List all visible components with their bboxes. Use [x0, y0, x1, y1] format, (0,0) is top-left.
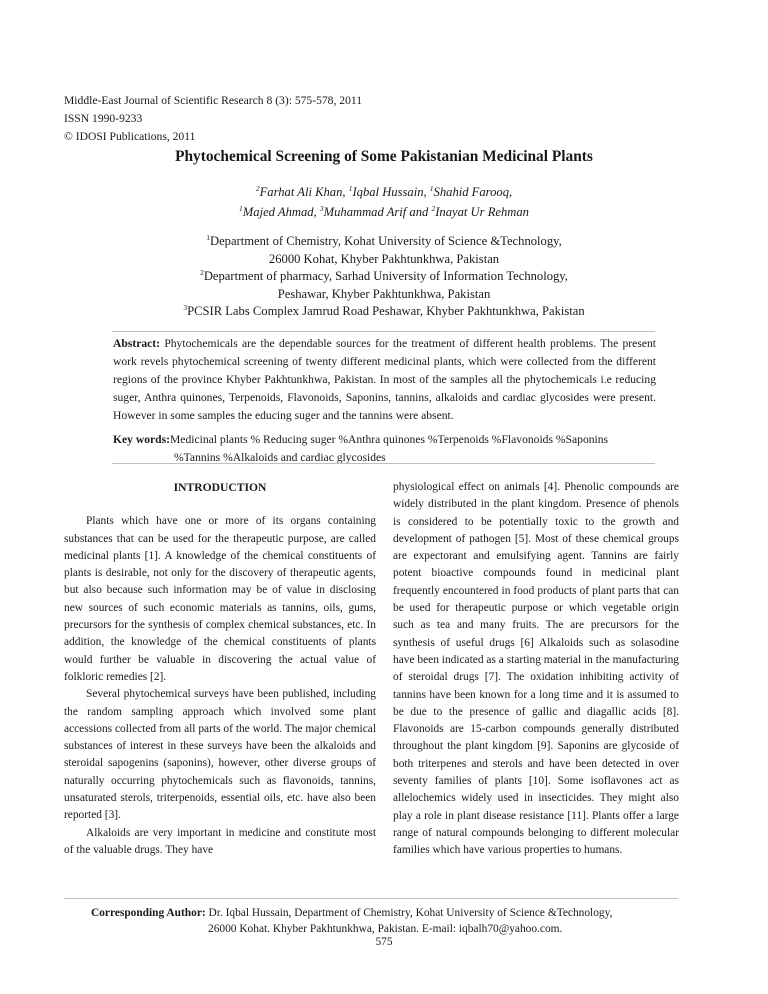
author-sup: 1: [429, 183, 434, 193]
divider: [112, 331, 655, 332]
footer-line2: 26000 Kohat. Khyber Pakhtunkhwa, Pakistan. E-mail: iqbalh70@yahoo.com.: [208, 923, 563, 935]
affiliation-line: PCSIR Labs Complex Jamrud Road Peshawar, Khyber Pakhtunkhwa, Pakistan: [187, 304, 585, 318]
abstract-label: Abstract:: [113, 337, 161, 350]
author-name: Majed Ahmad,: [242, 205, 317, 219]
affil-sup: 1: [206, 232, 210, 242]
journal-header: [64, 92, 362, 146]
journal-citation: Middle-East Journal of Scientific Research 8 (3): 575-578, 2011: [64, 94, 363, 107]
paragraph: Alkaloids are very important in medicine and constitute most of the valuable drugs. They have: [64, 826, 376, 856]
affil-sup: 3: [183, 302, 188, 312]
abstract-text: Phytochemicals are the dependable sources for the treatment of different health problems. The present work revels phytochemical screening of twenty different medicinal plants, which were collected from the different regions of the province Khyber Pakhtunkhwa, Pakistan. In most of the samples all the phytochemicals i.e reducing suger, Anthra quinones, Terpenoids, Flavonoids, Saponins, tannins, alkaloids and cardiac glycosides were present. However in some samples the educing suger and the tannins were absent.: [113, 337, 656, 422]
journal-issn: ISSN 1990-9233: [64, 112, 143, 125]
page-number: 575: [375, 936, 393, 948]
paragraph: physiological effect on animals [4]. Phenolic compounds are widely distributed in the plant kingdom. Presence of phenols is considered to be potentially toxic to the growth and development of pathogen [5]. Most of these chemical groups are expectorant and emulsifying agent. Tannins are fairly potent bioactive compounds found in medicinal plant frequently encountered in food products of plant parts that can be used for therapeutic purpose or which vegetable origin such as tea and many fruits. The are precursors for the synthesis of useful drugs [6] Alkaloids such as solasodine have been indicated as a starting material in the manufacturing of steroidal drugs [7]. The oxidation inhibiting activity of tannins have been known for a long time and it is assumed to be due to the presence of gallic and diagallic acids [8]. Flavonoids are 15-carbon compounds generally distributed throughout the plant kingdom [9]. Saponins are glycoside of both triterpenes and sterols and have been detected in over seventy families of plants [10]. Some isoflavones act as allelochemics widely used in insecticides. They might also play a role in plant disease resistance [11]. Plants offer a large range of natural compounds belonging to different molecular families which have various properties to humans.: [393, 481, 679, 857]
paragraph: Several phytochemical surveys have been published, including the random sampling approach which involved some plant accessions collected from all parts of the world. The major chemical substances of interest in these surveys have been the alkaloids and steroidal sapogenins (saponins), however, other diverse groups of naturally occurring phytochemicals such as flavonoids, tannins, unsaturated sterols, triterpenoids, essential oils, etc. have also been reported [3].: [64, 688, 376, 822]
keywords: [113, 431, 656, 467]
affiliation-line: Department of Chemistry, Kohat University of Science &Technology,: [209, 234, 562, 248]
author-name: Shahid Farooq,: [433, 185, 513, 199]
author-name: Iqbal Hussain,: [352, 185, 427, 199]
author-name: Muhammad Arif and: [323, 205, 429, 219]
paper-title: Phytochemical Screening of Some Pakistanian Medicinal Plants: [175, 148, 593, 165]
affiliation-line: Department of pharmacy, Sarhad University of Information Technology,: [203, 269, 568, 283]
affiliation-line: 26000 Kohat, Khyber Pakhtunkhwa, Pakistan: [268, 251, 500, 266]
affiliations: [0, 233, 768, 321]
author-sup: 1: [348, 183, 353, 193]
keywords-label: Key words:: [113, 433, 170, 446]
keywords-line1: Medicinal plants % Reducing suger %Anthra quinones %Terpenoids %Flavonoids %Saponins: [170, 433, 609, 446]
author-sup: 2: [255, 183, 260, 193]
footer-divider: [64, 898, 678, 899]
section-heading: INTRODUCTION: [173, 481, 267, 494]
footer-label: Corresponding Author:: [91, 907, 206, 919]
keywords-line2: %Tannins %Alkaloids and cardiac glycosides: [174, 451, 386, 464]
author-sup: 3: [319, 203, 324, 213]
footer-line1: Dr. Iqbal Hussain, Department of Chemistry, Kohat University of Science &Technology,: [205, 907, 613, 919]
divider: [112, 463, 655, 464]
affiliation-line: Peshawar, Khyber Pakhtunkhwa, Pakistan: [277, 286, 491, 301]
journal-publisher: © IDOSI Publications, 2011: [64, 130, 196, 143]
author-sup: 2: [431, 203, 436, 213]
author-list: [0, 182, 768, 222]
affil-sup: 2: [200, 267, 204, 277]
author-name: Farhat Ali Khan,: [259, 185, 346, 199]
column-left: [64, 479, 376, 859]
corresponding-author: [91, 905, 612, 937]
paragraph: Plants which have one or more of its organs containing substances that can be used for the therapeutic purpose, are called medicinal plants [1]. A knowledge of the chemical constituents of plants is desirable, not only for the discovery of therapeutic agents, but also because such information may be of value in disclosing new sources of such economic materials as tannins, oils, gums, precursors for the synthesis of complex chemical substances, etc. In addition, the knowledge of the chemical constituents of plants would further be valuable in discovering the actual value of folkloric remedies [2].: [64, 515, 376, 683]
author-sup: 1: [239, 203, 243, 213]
author-name: Inayat Ur Rehman: [435, 205, 529, 219]
column-right: [393, 479, 679, 860]
abstract: [113, 335, 656, 425]
